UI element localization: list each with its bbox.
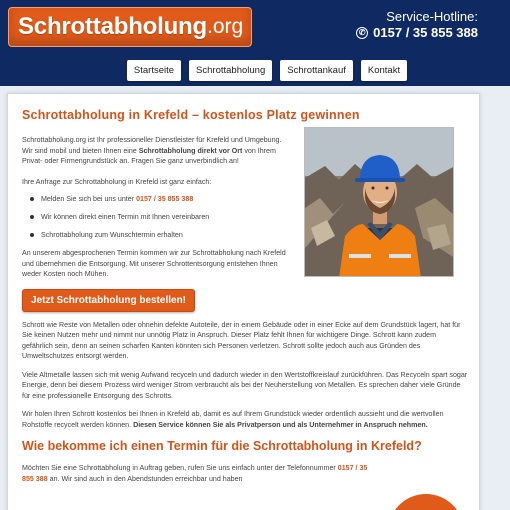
nav-schrottankauf[interactable]: Schrottankauf bbox=[280, 60, 353, 81]
logo-tld: .org bbox=[206, 15, 244, 38]
bullet-icon bbox=[30, 197, 34, 201]
nav-schrottabholung[interactable]: Schrottabholung bbox=[189, 60, 272, 81]
nav-startseite[interactable]: Startseite bbox=[127, 60, 181, 81]
order-button[interactable]: Jetzt Schrottabholung bestellen! bbox=[22, 289, 195, 312]
site-logo[interactable] bbox=[8, 7, 252, 47]
nav-kontakt[interactable]: Kontakt bbox=[361, 60, 407, 81]
paragraph-3 bbox=[22, 409, 468, 430]
list-item bbox=[22, 230, 290, 240]
intro-text-b: von Ihrem Privat- oder Firmengrundstück an. Fragen Sie ganz unverbindlich an! bbox=[22, 146, 276, 165]
list-item bbox=[22, 194, 290, 204]
appointment-paragraph: An unserem abgesprochenen Termin kommen wir zur Schrottabholung nach Krefeld und übernehmen die Entsorgung. Mit unserer Schrottentsorgung entstehen Ihnen weder Kosten noch Mühen. bbox=[22, 249, 286, 278]
paragraph-4 bbox=[22, 463, 372, 484]
section-heading: Wie bekomme ich einen Termin für die Schrottabholung in Krefeld? bbox=[22, 439, 422, 453]
bullet-2-text: Wir können direkt einen Termin mit Ihnen vereinbaren bbox=[41, 213, 210, 221]
hotline-title: Service-Hotline: bbox=[386, 9, 478, 24]
steps-list bbox=[22, 194, 290, 240]
intro-column bbox=[22, 135, 290, 280]
bullet-3-text: Schrottabholung zum Wunschtermin erhalten bbox=[41, 231, 183, 239]
paragraph-4-text-a: Möchten Sie eine Schrottabholung in Auftrag geben, rufen Sie uns einfach unter der Telefonnummer bbox=[22, 464, 338, 472]
steps-intro: Ihre Anfrage zur Schrottabholung in Krefeld ist ganz einfach: bbox=[22, 177, 212, 186]
logo-text: Schrottabholung bbox=[18, 13, 207, 40]
list-item bbox=[22, 212, 290, 222]
paragraph-4-text-b: an. Wir sind auch in den Abendstunden erreichbar und haben bbox=[47, 474, 243, 483]
orange-circle-badge bbox=[388, 494, 464, 510]
paragraph-3-text: Wir holen Ihren Schrott kostenlos bei Ihnen in Krefeld ab, damit es auf Ihrem Grundstück wieder ordentlich aussieht und die wertvollen Rohstoffe recycelt werden können. bbox=[22, 410, 444, 429]
paragraph-3-bold: Diesen Service können Sie als Privatperson und als Unternehmer in Anspruch nehmen. bbox=[133, 420, 428, 429]
hotline-number-text: 0157 / 35 855 388 bbox=[373, 25, 478, 40]
phone-icon: ✆ bbox=[356, 27, 368, 39]
bullet-1-text: Melden Sie sich bei uns unter bbox=[41, 195, 135, 203]
bullet-1-phone[interactable]: 0157 / 35 855 388 bbox=[136, 195, 194, 203]
page-title: Schrottabholung in Krefeld – kostenlos Platz gewinnen bbox=[22, 108, 360, 122]
hotline-number[interactable] bbox=[356, 24, 478, 41]
paragraph-4-phone[interactable]: 0157 / 35 855 388 bbox=[22, 464, 368, 483]
worker-photo bbox=[304, 127, 454, 277]
intro-paragraph bbox=[22, 135, 290, 167]
paragraph-2: Viele Altmetalle lassen sich mit wenig Aufwand recyceln und dadurch wieder in den Wertstoffkreislauf zurückführen. Das Recyceln spart sogar Energie, denn bei diesem Prozess wird weniger Strom verbraucht als bei der Neuherstellung von Metallen. Es sprechen daher viele Gründe für eine professionelle Entsorgung des Schrotts. bbox=[22, 370, 468, 400]
intro-text-a: Schrottabholung.org ist Ihr professioneller Dienstleister für Krefeld und Umgebung. Wir sind mobil und bieten Ihnen eine bbox=[22, 136, 282, 155]
content-card bbox=[7, 93, 480, 510]
intro-bold: Schrottabholung direkt vor Ort bbox=[138, 146, 243, 155]
service-hotline bbox=[356, 9, 478, 41]
site-header bbox=[0, 0, 510, 56]
bullet-icon bbox=[30, 233, 34, 237]
paragraph-1: Schrott wie Reste von Metallen oder ohnehin defekte Autoteile, der in einem Gebäude oder in einer Ecke auf dem Grundstück lagert, hat für Sie keinen Nutzen mehr und nimmt nur unnötig Platz in Anspruch. Dieser Platz fehlt Ihnen für wichtigere Dinge. Schrott kann zudem gefährlich sein, denn an seinen scharfen Kanten könnten sich Personen verletzen. Schrott sollte jedoch auch aus Gründen des Umweltschutzes entsorgt werden. bbox=[22, 320, 461, 360]
bullet-icon bbox=[30, 215, 34, 219]
main-nav bbox=[0, 60, 510, 81]
worker-image bbox=[305, 128, 454, 277]
